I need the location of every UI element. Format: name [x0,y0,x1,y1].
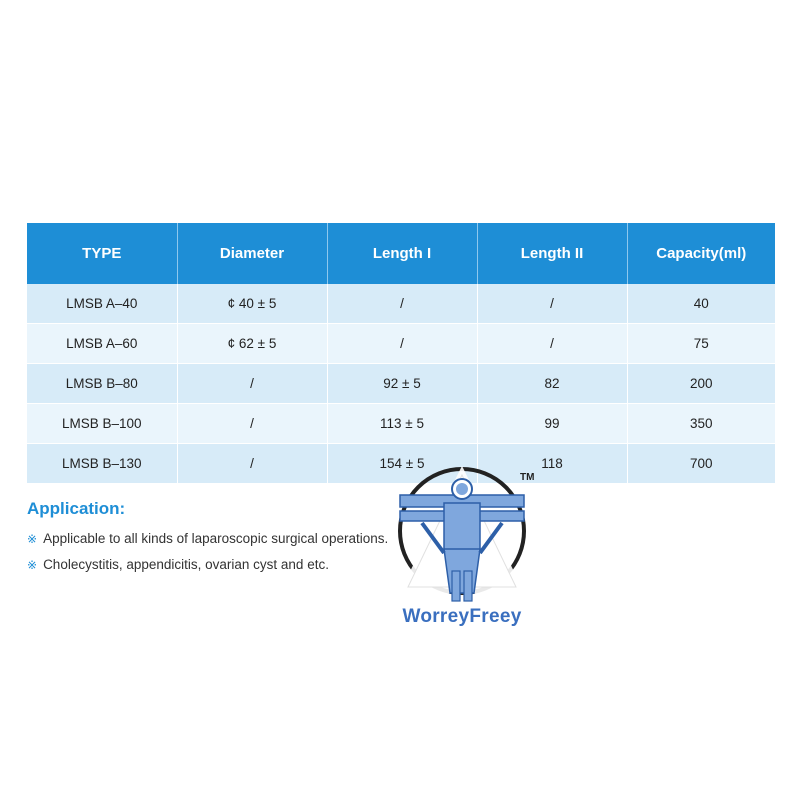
header-length-2: Length II [477,223,627,284]
cell-type: LMSB A–60 [27,324,177,364]
cell-diameter: / [177,404,327,444]
list-item-text: Cholecystitis, appendicitis, ovarian cyst and etc. [43,557,329,572]
cell-diameter: / [177,444,327,484]
trademark-mark: TM [520,472,535,483]
table-row [27,364,775,404]
list-item [27,526,388,552]
cell-length-1: 154 ± 5 [327,444,477,484]
header-length-1: Length I [327,223,477,284]
cell-diameter: ¢ 62 ± 5 [177,324,327,364]
brand-name: WorreyFreey [402,606,522,627]
table-row [27,284,775,324]
list-item [27,552,388,578]
cell-length-2: 99 [477,404,627,444]
cell-length-2: 118 [477,444,627,484]
cell-length-1: / [327,284,477,324]
cell-type: LMSB B–100 [27,404,177,444]
cell-length-2: 82 [477,364,627,404]
header-diameter: Diameter [177,223,327,284]
cell-length-2: / [477,324,627,364]
cell-length-1: 113 ± 5 [327,404,477,444]
cell-type: LMSB B–130 [27,444,177,484]
cell-capacity: 40 [627,284,775,324]
cell-capacity: 200 [627,364,775,404]
table-row [27,324,775,364]
cell-length-1: 92 ± 5 [327,364,477,404]
cell-capacity: 75 [627,324,775,364]
header-type: TYPE [27,223,177,284]
reference-mark-icon: ※ [27,558,38,572]
table-row [27,404,775,444]
cell-diameter: / [177,364,327,404]
header-capacity: Capacity(ml) [627,223,775,284]
cell-capacity: 350 [627,404,775,444]
spec-table [27,223,775,484]
cell-type: LMSB B–80 [27,364,177,404]
application-title: Application: [27,499,126,518]
application-list [27,526,388,578]
reference-mark-icon: ※ [27,532,38,546]
table-header-row [27,223,775,284]
cell-length-2: / [477,284,627,324]
cell-length-1: / [327,324,477,364]
cell-type: LMSB A–40 [27,284,177,324]
cell-diameter: ¢ 40 ± 5 [177,284,327,324]
cell-capacity: 700 [627,444,775,484]
list-item-text: Applicable to all kinds of laparoscopic surgical operations. [43,531,389,546]
